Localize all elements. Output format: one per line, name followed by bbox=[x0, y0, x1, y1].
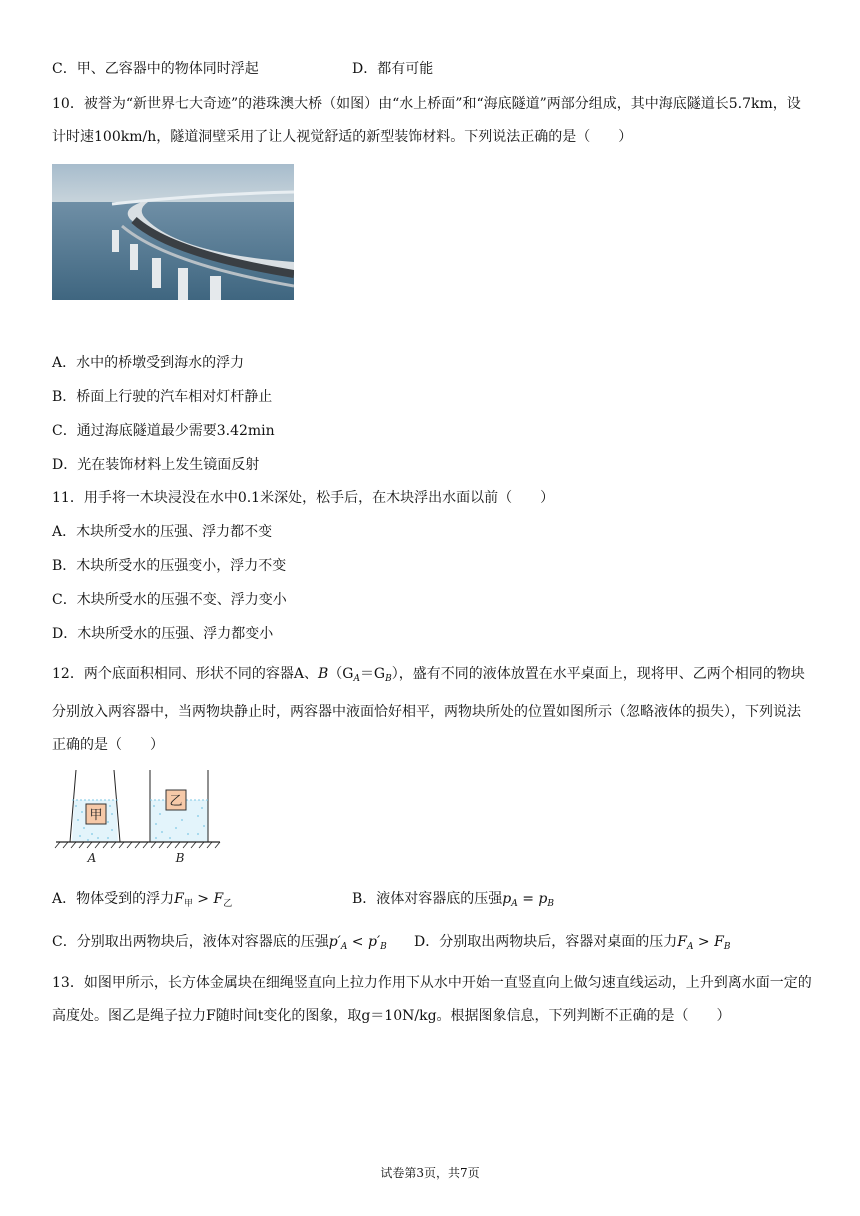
q9-option-d: D．都有可能 bbox=[352, 61, 434, 77]
page-footer: 试卷第3页，共7页 bbox=[380, 1166, 480, 1180]
q11-option-d: D．木块所受水的压强、浮力都变小 bbox=[52, 626, 274, 642]
block-b-label: 乙 bbox=[169, 794, 183, 809]
q13-stem: 13．如图甲所示，长方体金属块在细绳竖直向上拉力作用下从水中开始一直竖直向上做匀速直线运动，上升到离水面一定的高度处。图乙是绳子拉力F随时间t变化的图象，取g＝10N/kg。根据图象信息，下列判断不正确的是（ ） bbox=[52, 975, 812, 1024]
q10-option-b: B．桥面上行驶的汽车相对灯杆静止 bbox=[52, 389, 273, 405]
q11-option-b: B．木块所受水的压强变小，浮力不变 bbox=[52, 558, 287, 574]
block-a-label: 甲 bbox=[89, 808, 103, 823]
bridge-photo bbox=[52, 164, 294, 300]
fig-label-a: A bbox=[87, 851, 97, 865]
q12-option-d: D．分别取出两物块后，容器对桌面的压力$F_A > F_B$ bbox=[414, 934, 731, 952]
q11-option-a: A．木块所受水的压强、浮力都不变 bbox=[52, 524, 273, 540]
q9-option-c: C．甲、乙容器中的物体同时浮起 bbox=[52, 61, 259, 77]
q12-option-c: C．分别取出两物块后，液体对容器底的压强$p'_A < p'_B$ bbox=[52, 934, 387, 952]
q12-containers-figure bbox=[52, 768, 224, 868]
bridge-illustration bbox=[52, 164, 294, 300]
q10-option-d: D．光在装饰材料上发生镜面反射 bbox=[52, 457, 260, 473]
q11-option-c: C．木块所受水的压强不变、浮力变小 bbox=[52, 592, 287, 608]
q10-option-a: A．水中的桥墩受到海水的浮力 bbox=[52, 355, 245, 371]
q12-option-a: A．物体受到的浮力$F_甲 > F_乙$ bbox=[52, 891, 233, 909]
fig-label-b: B bbox=[175, 851, 185, 865]
q12-stem: 12．两个底面积相同、形状不同的容器A、$B(G_A=G_B)$，盛有不同的液体放置在水平桌面上，现将甲、乙两个相同的物块分别放入两容器中，当两物块静止时，两容器中液面恰好相平，两物块所处的位置如图所示（忽略液体的损失），下列说法正确的是（ ） bbox=[52, 666, 805, 753]
q10-stem: 10．被誉为“新世界七大奇迹”的港珠澳大桥（如图）由“水上桥面”和“海底隧道”两部分组成，其中海底隧道长5.7km，设计时速100km/h，隧道洞壁采用了让人视觉舒适的新型装饰材料。下列说法正确的是（ ） bbox=[52, 96, 801, 145]
q11-stem: 11．用手将一木块浸没在水中0.1米深处，松手后，在木块浮出水面以前（ ） bbox=[52, 490, 555, 506]
q10-option-c: C．通过海底隧道最少需要3.42min bbox=[52, 423, 275, 439]
q12-option-b: B．液体对容器底的压强$p_A = p_B$ bbox=[352, 891, 554, 909]
